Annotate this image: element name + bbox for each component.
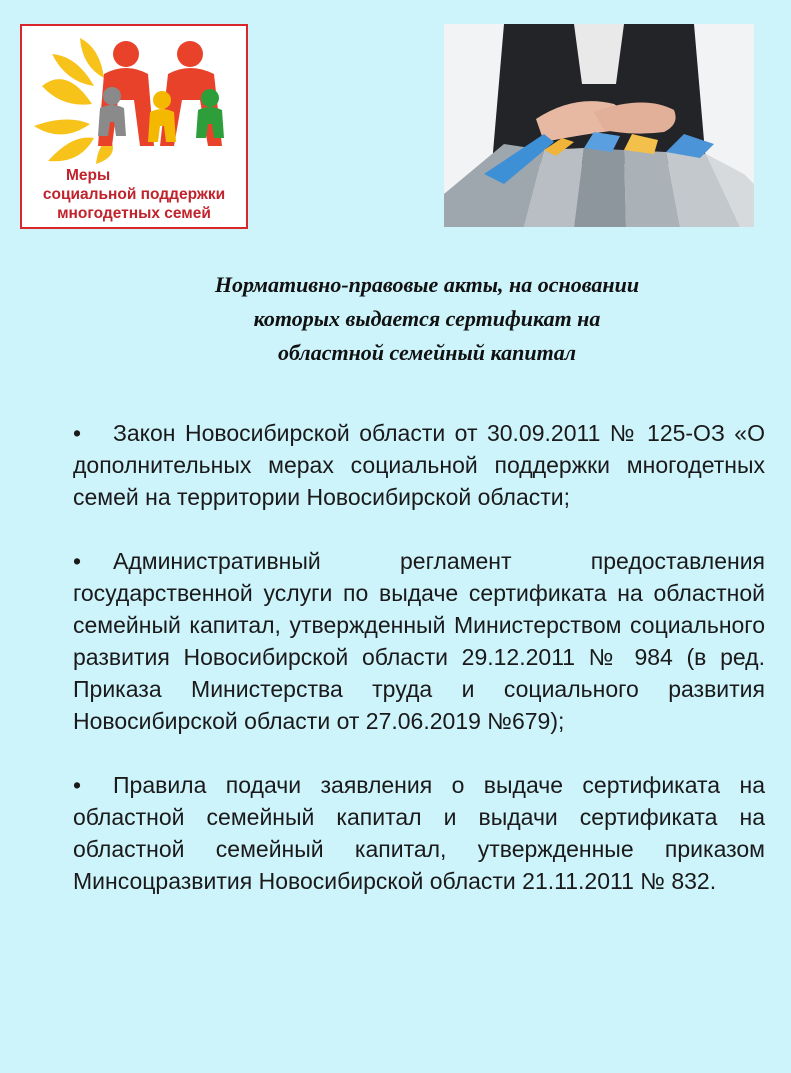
heading-line-1: Нормативно-правовые акты, на основании	[214, 272, 640, 297]
binders-photo-icon	[444, 24, 754, 227]
family-support-logo	[20, 24, 248, 229]
bullet-icon: •	[73, 772, 82, 798]
page-heading	[100, 268, 754, 370]
heading-line-3: областной семейный капитал	[278, 340, 576, 365]
bullet-icon: •	[73, 548, 82, 574]
logo-line-1: Меры	[66, 167, 111, 184]
legal-acts-list	[73, 417, 765, 929]
heading-line-2: которых выдается сертификат на	[253, 306, 601, 331]
family-logo-icon	[22, 26, 246, 166]
list-item-text: Правила подачи заявления о выдаче сертификата на областной семейный капитал и выдачи сертификата на областной семейный капитал, утвержденные приказом Минсоцразвития Новосибирской области 21.11.2011 № 832.	[73, 772, 765, 894]
logo-line-3: многодетных семей	[57, 205, 211, 222]
list-item	[73, 545, 765, 737]
bullet-icon: •	[73, 420, 82, 446]
binders-photo	[444, 24, 754, 227]
list-item-text: Закон Новосибирской области от 30.09.2011 № 125-ОЗ «О дополнительных мерах социальной поддержки многодетных семей на территории Новосибирской области;	[73, 420, 765, 510]
list-item	[73, 769, 765, 897]
logo-line-2: социальной поддержки	[42, 186, 226, 203]
list-item	[73, 417, 765, 513]
list-item-text: Административный регламент предоставления государственной услуги по выдаче сертификата на областной семейный капитал, утвержденный Министерством социального развития Новосибирской области 29.12.2011 № 984 (в ред. Приказа Министерства труда и социального развития Новосибирской области от 27.06.2019 №679);	[73, 548, 765, 734]
